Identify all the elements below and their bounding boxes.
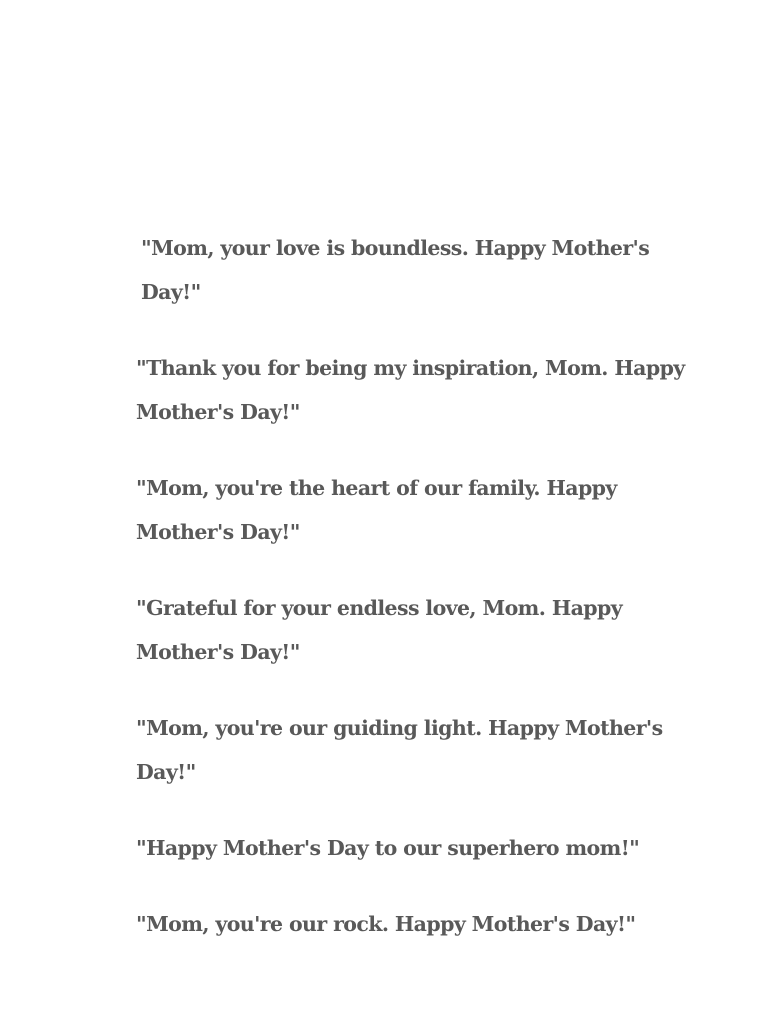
quote-item: "Mom, you're our rock. Happy Mother's Day!" (136, 912, 636, 936)
quote-item: "Mom, you're our guiding light. Happy Mother's Day!" (136, 716, 663, 784)
quote-item: "Mom, you're the heart of our family. Happy Mother's Day!" (136, 476, 617, 544)
quote-item: "Mom, your love is boundless. Happy Mother's Day!" (141, 236, 650, 304)
quote-item: "Happy Mother's Day to our superhero mom!" (136, 836, 640, 860)
quote-list (136, 226, 688, 978)
quote-item: "Thank you for being my inspiration, Mom. Happy Mother's Day!" (136, 356, 685, 424)
quote-item: "Grateful for your endless love, Mom. Happy Mother's Day!" (136, 596, 623, 664)
